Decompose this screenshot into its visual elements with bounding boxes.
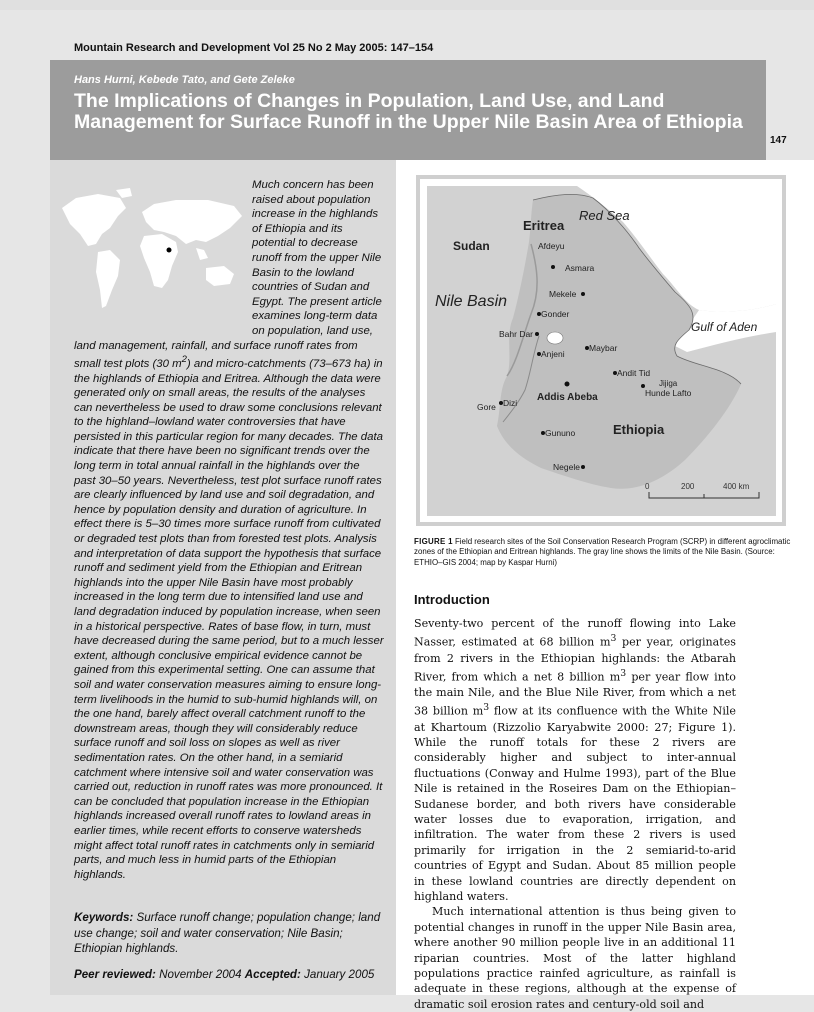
- southeast-asia-shape: [196, 248, 208, 260]
- map-site-gore: Gore: [477, 402, 496, 412]
- map-site-gonder: Gonder: [541, 309, 570, 319]
- figure-label: FIGURE 1: [414, 537, 453, 546]
- abstract-superscript: 2: [181, 354, 187, 366]
- peer-reviewed-label: Peer reviewed:: [74, 968, 156, 981]
- map-site-afdeyu: Afdeyu: [538, 241, 565, 251]
- map-label-red-sea: Red Sea: [579, 208, 630, 223]
- site-dot-hunde-lafto: [641, 384, 645, 388]
- peer-reviewed-date: November 2004: [155, 968, 245, 981]
- journal-header: Mountain Research and Development Vol 25 No 2 May 2005: 147–154: [74, 42, 434, 54]
- scale-label-200: 200: [681, 482, 695, 491]
- keywords-text: Surface runoff change; population change; land use change; soil and water conservation; Nile Basin; Ethiopian highlands.: [74, 911, 381, 955]
- abstract-text-2: ) and micro-catchments (73–673 ha) in the highlands of Ethiopia and Eritrea. Although the data were generated only on small areas, the results of the analyses can nevertheless be used to draw some conclusions relevant to the highland–lowland water controversies that have persisted in this particular region for many decades. The data indicate that there have been no significant trends over the long term in total annual rainfall in the highlands over the past 30–50 years. Nevertheless, test plot surface runoff rates are clearly influenced by land use and soil degradation, and hence by population density and duration of agriculture. In effect there is 5–30 times more surface runoff from cultivated or degraded test plots than from forested test plots. Analysis and interpretation of data support the hypothesis that surface runoff and sediment yield from the Ethiopian and Eritrean highlands into the upper Nile Basin have most probably increased in the long term due to intensified land use and land degradation induced by population increase, when seen in a historical perspective. Rates of base flow, in turn, must have decreased during the same period, but to a much lesser extent, although conclusive empirical evidence cannot be gained from this experimental setting. One can assume that soil and water conservation measures aiming to ensure long-term livelihoods in the humid to sub-humid highlands will, on the one hand, barely affect overall catchment runoff to the downstream areas, though they will considerably reduce surface runoff and soil loss on slopes as well as river sedimentation rates. On the other hand, in a semiarid catchment where intensive soil and water conservation was carried out, reduction in runoff rates was more pronounced. It can be concluded that population increase in the Ethiopian highlands increased overall runoff rates to lowland areas in earlier times, while recent efforts to conserve watersheds might affect total runoff rates in catchments only in semiarid parts, and much less in humid parts of the Ethiopian highlands.: [74, 357, 384, 881]
- map-site-gununo: Gununo: [545, 428, 576, 438]
- abstract: [74, 178, 384, 882]
- scale-label-400: 400 km: [723, 482, 750, 491]
- site-dot-andit-tid: [613, 371, 617, 375]
- site-dot-addis-abeba: [565, 382, 570, 387]
- site-dot-asmara: [551, 265, 555, 269]
- site-dot-mekele: [581, 292, 585, 296]
- abstract-text-1: Much concern has been raised about population increase in the highlands of Ethiopia and its potential to decrease runoff from the upper Nile Basin to the lowland countries of Sudan and Egypt. The present article examines long-term data on population, land use, land management, rainfall, and surface runoff rates from small test plots (30 m: [74, 179, 382, 370]
- introduction-body: [414, 616, 736, 1012]
- site-dot-anjeni: [537, 352, 541, 356]
- world-locator-map: [58, 186, 244, 336]
- map-label-nile-basin: Nile Basin: [435, 293, 508, 310]
- greenland-shape: [116, 188, 132, 198]
- site-dot-gonder: [537, 312, 541, 316]
- site-dot-negele: [581, 465, 585, 469]
- accepted-date: January 2005: [300, 968, 375, 981]
- map-site-bahr-dar: Bahr Dar: [499, 329, 534, 339]
- keywords: [74, 910, 384, 957]
- map-label-eritrea: Eritrea: [523, 218, 565, 233]
- map-site-jijiga: Jijiga: [659, 379, 678, 388]
- intro-paragraph-1: Seventy-two percent of the runoff flowing into Lake Nasser, estimated at 68 billion $m^3$ per year, originates from 2 rivers in the Ethiopian highlands: the Atbarah River, from which a net 8 billion $m^3$ per year flow into the main Nile, and the Blue Nile River, from which a net 38 billion $m^3$ flow at its confluence with the White Nile at Khartoum (Rizzolio Karyabwite 2000: 27; Figure 1). While the runoff totals for these 2 rivers are considerably higher and subject to inter-annual fluctuations (Conway and Hulme 1993), part of the Blue Nile is retained in the Roseires Dam on the Ethiopian–Sudanese border, and both rivers have considerable water losses due to evaporation, irrigation, and infiltration. The water from these 2 rivers is used primarily for irrigation in the 2 semiarid-to-arid countries of Egypt and Sudan. About 85 million people in these lowland countries are directly dependent on highland waters.: [414, 617, 736, 903]
- map-site-addis-abeba: Addis Abeba: [537, 392, 598, 403]
- australia-shape: [206, 266, 234, 286]
- site-dot-maybar: [585, 346, 589, 350]
- figure-caption: [414, 537, 794, 568]
- map-site-asmara: Asmara: [565, 263, 595, 273]
- map-label-gulf-of-aden: Gulf of Aden: [691, 320, 758, 334]
- article-title: The Implications of Changes in Population, Land Use, and Land Management for Surface Runoff in the Upper Nile Basin Area of Ethiopia: [74, 90, 743, 133]
- accepted-label: Accepted:: [244, 968, 301, 981]
- map-site-dizi: Dizi: [503, 398, 518, 408]
- south-america-shape: [96, 250, 120, 308]
- page-number: 147: [770, 135, 787, 146]
- peer-review-line: [74, 968, 374, 981]
- map-site-negele: Negele: [553, 462, 580, 472]
- map-site-hunde-lafto: Hunde Lafto: [645, 388, 692, 398]
- lake-tana: [547, 332, 563, 344]
- intro-paragraph-2: Much international attention is thus being given to potential changes in runoff in the upper Nile Basin area, where another 90 million people live in an additional 11 riparian countries. Most of the latter highland populations practice rainfed agriculture, as rainfall is adequate in these regions, although at the expense of dramatic soil erosion rates and century-old soil and: [414, 905, 736, 1011]
- site-dot-dizi: [499, 401, 503, 405]
- site-dot-gununo: [541, 431, 545, 435]
- section-heading-introduction: Introduction: [414, 592, 490, 607]
- site-dot-bahr-dar: [535, 332, 539, 336]
- top-strip: [0, 0, 814, 10]
- map-site-maybar: Maybar: [589, 343, 618, 353]
- map-site-andit-tid: Andit Tid: [617, 368, 651, 378]
- map-label-ethiopia: Ethiopia: [613, 422, 665, 437]
- figure-caption-text: Field research sites of the Soil Conservation Research Program (SCRP) in different agroclimatic zones of the Ethiopian and Eritrean highlands. The gray line shows the limits of the Nile Basin. (Source: ETHIO–GIS 2004; map by Kaspar Hurni): [414, 537, 791, 567]
- map-site-mekele: Mekele: [549, 289, 577, 299]
- keywords-label: Keywords:: [74, 911, 134, 924]
- ethiopia-locator-dot: [167, 248, 172, 253]
- authors: Hans Hurni, Kebede Tato, and Gete Zeleke: [74, 74, 295, 86]
- north-america-shape: [62, 194, 126, 246]
- africa-shape: [140, 234, 178, 288]
- map-label-sudan: Sudan: [453, 239, 490, 253]
- map-site-anjeni: Anjeni: [541, 349, 565, 359]
- scale-label-0: 0: [645, 482, 650, 491]
- ethiopia-site-map: [427, 186, 776, 516]
